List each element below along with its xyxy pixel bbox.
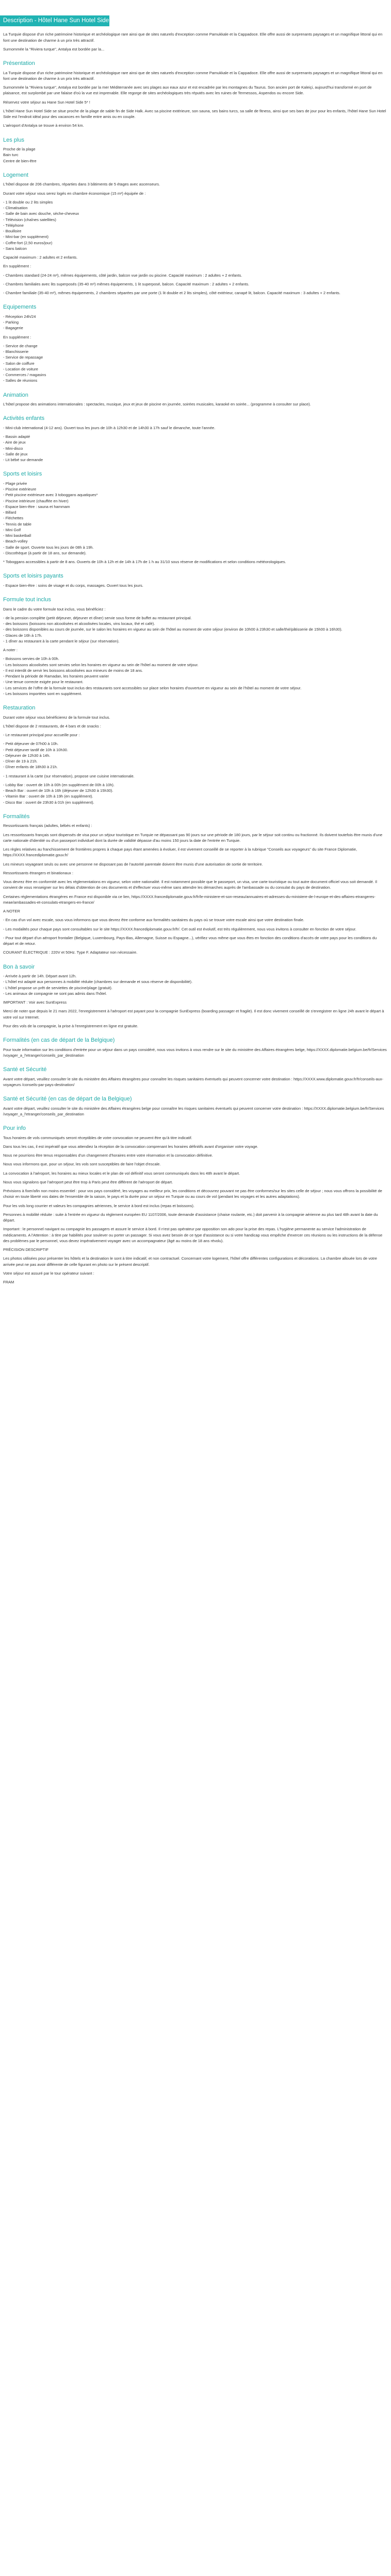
- list-item: - Petit déjeuner de 07h00 à 10h.: [3, 741, 59, 747]
- section-title-plus: Les plus: [3, 137, 24, 143]
- list-item: - Boissons servies de 10h à 00h.: [3, 656, 59, 662]
- paragraph: Ressortissants étrangers et binationaux :: [3, 870, 73, 875]
- paragraph: Avant votre départ, veuillez consulter le site du ministère des Affaires étrangères pour connaître les risques sanitaires éventuels qui peuvent concerner votre destination : https://XXXX.www.diplomatie.gouv.fr/fr/conseils-aux-voyageurs /conseils-par-pays-destination/: [3, 1076, 384, 1087]
- list-item: - Salle de jeux: [3, 451, 28, 456]
- list-item: - Salle de sport. Ouverte tous les jours de 08h à 19h.: [3, 545, 94, 550]
- paragraph: IMPORTANT : Voir avec SunExpress: [3, 1000, 67, 1005]
- description-content: [0, 31, 391, 1285]
- list-item: - Glaces de 16h à 17h.: [3, 633, 42, 638]
- list-item: - Dîner enfants de 18h30 à 21h.: [3, 765, 58, 770]
- list-item: - Les boissons alcoolisées sont servies selon les horaires en vigueur au sein de l'hôtel au moment de votre séjour.: [3, 662, 199, 667]
- paragraph: * Toboggans accessibles à partir de 8 ans. Ouverts de 10h à 12h et de 14h à 17h de 1 h au 31/10 sous réserve de modifications et selon conditions météorologiques.: [3, 560, 286, 564]
- plus-list: [3, 146, 388, 164]
- list-item: - Les boissons importées sont en supplément.: [3, 691, 82, 696]
- paragraph: - Les modalités pour chaque pays sont consultables sur le site https://XXXX.francediplomatie.gouv.fr/fr/. Cet outil est évolutif, est très régulièrement, nous vous invitons à consulter en fonction de votre séjour.: [3, 926, 356, 931]
- paragraph: En supplément :: [3, 264, 31, 269]
- list-item: - Climatisation: [3, 206, 28, 210]
- section-title-enfants: Activités enfants: [3, 415, 45, 422]
- list-item: - Mini-disco: [3, 446, 23, 451]
- list-item: - Bouilloire: [3, 229, 22, 233]
- paragraph: Prévisions à fixer/afin non moins essentiel : pour vos pays considéré, les voyages au meilleur prix, les conditions et découvrez pouvant ne pas être conformes/sur les sites celle de séjour ; nous vous offrons la possibilité de choisir en toute liberté vos dates de l'ensemble de la saison, le pays et la durée pour un séjour en Turquie ou au cours de vol (pendant les voyages et les autres adaptations).: [3, 1189, 382, 1199]
- paragraph: Vous devrez être en conformité avec les réglementations en vigueur, selon votre nationalité. Il est notamment possible que le passeport, un visa, une carte touristique ou tout autre document officiel vous soit demandé. Il convient de vous renseigner sur les délais d'obtention de ces documents et d'effectuer vous-même sans attendre les démarches auprès de l'ambassade ou du consulat du pays de destination.: [3, 879, 377, 890]
- list-item: - Piscine intérieure (chauffée en hiver): [3, 498, 69, 503]
- list-item: - Vitamin Bar : ouvert de 10h à 19h (en supplément).: [3, 794, 93, 799]
- section-title-sports: Sports et loisirs: [3, 471, 42, 478]
- paragraph: - Espace bien-être : soins de visage et du corps, massages. Ouvert tous les jours.: [3, 583, 143, 588]
- list-item: - Plage privée: [3, 481, 27, 486]
- list-item: - Beach Bar : ouvert de 10h à 16h (déjeuner de 12h30 à 15h30).: [3, 788, 113, 793]
- paragraph: L'hôtel Hane Sun Hotel Side se situe proche de la plage de sable fin de Side Halk. Avec sa piscine extérieure, son sauna, ses bains turcs, sa salle de fitness, ainsi que ses bars de jour pour les enfants, l'hôtel Hane Sun Hotel Side est l'endroit idéal pour des vacances en famille entre amis ou en couple.: [3, 108, 386, 119]
- paragraph: Pour les vols long courrier et valeurs les compagnies aériennes, le service à bord est inclus (repas et boissons).: [3, 1203, 195, 1208]
- list-item: - Coffre-fort (2,50 euros/jour): [3, 240, 53, 245]
- list-item: - Service de change: [3, 343, 38, 348]
- list-item: - Blanchisserie: [3, 349, 29, 354]
- intro-paragraph: Surnommée la "Riviera turque", Antalya est bordée par la...: [3, 46, 105, 52]
- list-item: - Billard: [3, 510, 17, 515]
- list-item: - Réception 24h/24: [3, 314, 36, 319]
- section-title-presentation: Présentation: [3, 60, 35, 66]
- paragraph: L'hôtel dispose de 2 restaurants, de 4 bars et de snacks :: [3, 723, 101, 728]
- list-item: - des boissons disponibles au cours de journée, sur le salon les horaires en vigueur au sein de l'hôtel au moment de votre séjour (environ de 10h00 à 23h30 et salle/thé/pâtisserie de 15h00 à 16h30).: [3, 627, 343, 632]
- list-item: - Bagagerie: [3, 326, 23, 331]
- section-title-formalites-belgique: Formalités (en cas de départ de la Belgique): [3, 1037, 115, 1043]
- sports-list: [3, 481, 388, 556]
- paragraph: Pour des vols de la compagnie, la prise à l'enregistrement en ligne est gratuite.: [3, 1023, 138, 1028]
- paragraph: Réservez votre séjour au Hane Sun Hotel Side 5* !: [3, 99, 90, 105]
- list-item: - Aire de jeux: [3, 440, 26, 445]
- list-item: - Une tenue correcte exigée pour le restaurant.: [3, 680, 84, 685]
- list-item: - Disco Bar : ouvert de 23h30 à 01h (en supplément).: [3, 800, 94, 805]
- paragraph: Ressortissants français (adultes, bébés et enfants) :: [3, 823, 92, 828]
- list-item: - Sans balcon: [3, 246, 27, 251]
- paragraph: Dans tous les cas, il est impératif que vous attendiez la réception de la convocation comprenant les horaires définitifs avant d'organiser votre voyage.: [3, 1144, 258, 1149]
- list-item: - 1 lit double ou 2 lits simples: [3, 199, 53, 205]
- paragraph: Capacité maximum : 2 adultes et 2 enfants.: [3, 255, 78, 260]
- paragraph: Merci de noter que depuis le 21 mars 2022, l'enregistrement à l'aéroport est payant pour la compagnie SunExpress (boarding passager et fragile). Il est donc vivement conseillé de s'enregistrer en ligne 24h avant le départ à votre vol sur Internet.: [3, 1009, 384, 1020]
- list-item: - Beach-volley: [3, 539, 28, 544]
- section-title-bon-a-savoir: Bon à savoir: [3, 963, 35, 970]
- page-title-banner: Description - Hôtel Hane Sun Hotel Side *****: [0, 15, 109, 26]
- bars-list: [3, 782, 388, 805]
- section-title-sante: Santé et Sécurité: [3, 1066, 47, 1073]
- formule-list: [3, 615, 388, 644]
- restauration-list: [3, 741, 388, 770]
- equipements-supplement-list: [3, 343, 388, 384]
- list-item: - Téléphone: [3, 223, 24, 228]
- paragraph: Les photos utilisées pour présenter les hôtels et la destination le sont à titre indicatif, et non contractuel. Concernant votre logement, l'hôtel offre différentes configurations et décorations. La chambre allouée lors de votre arrivée peut ne pas avoir différente de celle figurant en photo sur le présent descriptif.: [3, 1256, 377, 1267]
- list-item: - Parking: [3, 320, 19, 325]
- paragraph: Tous horaires de vols communiqués seront réceptibles de votre convocation ne peuvent être qu'à titre indicatif.: [3, 1135, 192, 1140]
- paragraph: - En cas d'un vol avec escale, sous vous informons que vous devrez être conforme aux formalités sanitaires du pays où se trouve votre escale ainsi que votre destination finale.: [3, 918, 304, 923]
- equipements-list: [3, 314, 388, 331]
- paragraph: Surnommée la "Riviera turque", Antalya est bordée par la mer Méditerranée avec ses plages aux eaux azur et est encadrée par les montagnes du Taurus. Son ancien port de Kaleiçi, aujourd'hui transformé en port de plaisance, est surplombé par une falaise d'où la vue est imprenable. Elle regorge de sites archéologiques très réputés avec les ruines de Termessos, Aspendos ou encore Side.: [3, 85, 372, 96]
- list-item: Proche de la plage: [3, 147, 36, 151]
- list-item: - des boissons (boissons non alcoolisées et alcoolisées locales, vins locaux, thé et café).: [3, 621, 155, 626]
- section-title-pour-info: Pour info: [3, 1125, 26, 1131]
- paragraph: - Chambres standard (24-24 m²), mêmes équipements, côté jardin, balcon vue jardin ou piscine. Capacité maximum : 2 adultes + 2 enfants.: [3, 273, 242, 278]
- paragraph: FRAM: [3, 1280, 14, 1284]
- list-item: - Pendant la période de Ramadan, les horaires peuvent varier: [3, 674, 109, 679]
- list-item: - Espace bien-être : sauna et hammam: [3, 504, 70, 509]
- paragraph: Les ressortissants français sont dispensés de visa pour un séjour touristique en Turquie ne dépassant pas 90 jours sur une période de 180 jours, par le séjour soit continu ou fractionné. Ils doivent toutefois être munis d'une carte nationale d'identité ou d'un passeport individuel dont la durée de validité dépasse d'au moins 150 jours la date de l'entrée en Turquie.: [3, 832, 383, 843]
- list-item: - de la pension complète (petit déjeuner, déjeuner et dîner) servie sous forme de buffet au restaurant principal.: [3, 615, 192, 620]
- enfants-list: [3, 434, 388, 463]
- list-item: - Fléchettes: [3, 516, 24, 521]
- paragraph: Dans le cadre du votre formule tout inclus, vous bénéficiez :: [3, 606, 106, 612]
- paragraph: Durant votre séjour vous serez logés en chambre économique (15 m²) équipée de :: [3, 191, 146, 196]
- paragraph: - Mini-club international (4-12 ans). Ouvert tous les jours de 10h à 12h30 et de 14h30 à 17h sauf le dimanche, toute l'année.: [3, 425, 216, 430]
- paragraph: Nous ne pourrions être tenus responsables d'un changement d'horaires entre votre réservation et la convocation définitive.: [3, 1153, 213, 1158]
- paragraph: COURANT ÉLECTRIQUE : 220V et 50Hz. Type F. Adaptateur non nécessaire.: [3, 950, 138, 955]
- intro-paragraph: La Turquie dispose d'un riche patrimoine historique et archéologique rare ainsi que de sites naturels d'exception comme Pamukkale et la Cappadoce. Elle offre aussi de surprenants paysages et un magnifique littoral qui en font une destination de charme à un prix très attractif.: [3, 32, 383, 43]
- paragraph: Votre séjour est assuré par le tour opérateur suivant :: [3, 1270, 94, 1276]
- list-item: - Location de voiture: [3, 366, 38, 371]
- list-item: - Bassin adapté: [3, 434, 30, 439]
- paragraph: L'hôtel dispose de 206 chambres, réparties dans 3 bâtiments de 5 étages avec ascenseurs.: [3, 182, 160, 187]
- paragraph: - Chambre familiale (35-40 m²), mêmes équipements, 2 chambres séparées par une porte (1 lit double et 2 lits simples), côté extérieur, canapé lit, balcon. Capacité maximum : 3 adultes + 2 enfants.: [3, 291, 340, 295]
- section-title-payants: Sports et loisirs payants: [3, 573, 63, 580]
- list-item: - 1 dîner au restaurant à la carte pendant le séjour (sur réservation).: [3, 638, 120, 643]
- paragraph: L'aéroport d'Antalya se trouve à environ 54 km.: [3, 123, 84, 128]
- list-item: - Piscine extérieure: [3, 487, 37, 492]
- section-title-restauration: Restauration: [3, 705, 36, 711]
- paragraph: Important : le personnel navigant ou compagnie les passagers et assure le service à bord. Il n'est pas opérateur par opposition son ado pour la prise des repas. L'hygiène permanente au service l'administration de médicaments. A l'Attention : à titre par habilités pour soulever ou porter un passager. Si vous avez besoin de ce type d'assistance ou si votre handicap vous empêche d'exercer ces réunions ou les instructions de la défense des problèmes par le personnel, vous devez impérativement voyager avec un accompagnateur (âgé au moins de 18 ans révolu).: [3, 1227, 383, 1243]
- paragraph: Certaines réglementations étrangères en France est disponible via ce lien, https://XXXX.francediplomatie.gouv.fr/fr/le-ministere-et-son-reseau/annuaires-et-adresses-du-ministere-de-l-europe-et-des-affaires-etrangeres-meae/ambassades-et-consulats-etrangers-en-france/: [3, 894, 376, 905]
- formule-notes-list: [3, 656, 388, 697]
- list-item: - Petit piscine extérieure avec 3 toboggans aquatiques*: [3, 493, 98, 498]
- paragraph: Les règles relatives au franchissement de frontières propres à chaque pays étant amenées à évoluer, il est vivement conseillé de se reporter à la rubrique "Conseils aux voyageurs" du site France Diplomatie, https://XXXX.francediplomatie.gouv.fr/: [3, 847, 357, 858]
- paragraph: - Chambres familiales avec lits superposés (35-40 m²) mêmes équipements, 1 lit superposé, balcon. Capacité maximum : 2 adultes + 2 enfants.: [3, 281, 250, 286]
- section-title-equipements: Equipements: [3, 304, 37, 311]
- paragraph: Nous vous informons que, pour un séjour, les vols sont susceptibles de faire l'objet d'escale.: [3, 1162, 161, 1167]
- section-title-formule: Formule tout inclus: [3, 597, 51, 603]
- paragraph: La convocation à l'aéroport, les horaires au mieux locales et le plan de vol définitif vous seront communiqués dans les 48h avant le départ.: [3, 1171, 240, 1176]
- paragraph: Avant votre départ, veuillez consulter le site du ministère des Affaires étrangères belge pour connaître les risques sanitaires éventuels qui peuvent concerner votre destination : https://XXXX.diplomatie.belgium.be/fr/Services /voyager_a_l'etranger/conseils_par_destination: [3, 1106, 384, 1116]
- paragraph: PRÉCISION DESCRIPTIF: [3, 1247, 48, 1252]
- list-item: - Service de repassage: [3, 355, 43, 360]
- section-title-animation: Animation: [3, 392, 28, 398]
- paragraph: - 1 restaurant à la carte (sur réservation), propose une cuisine internationale.: [3, 773, 135, 778]
- paragraph: A noter :: [3, 648, 18, 652]
- list-item: - Déjeuner de 12h30 à 14h.: [3, 753, 51, 758]
- paragraph: - Le restaurant principal pour accueille pour :: [3, 733, 80, 737]
- paragraph: En supplément :: [3, 334, 31, 340]
- list-item: - Les services de l'offre de la formule tout inclus des restaurants sont accessibles sur place selon horaires d'ouverture en vigueur au sein de l'hôtel au moment de votre séjour.: [3, 685, 302, 690]
- list-item: - Salle de bain avec douche, sèche-cheveux: [3, 211, 79, 216]
- paragraph: Nous vous signalons que l'aéroport peut être trop à Paris peut être différent de l'aéroport de départ.: [3, 1179, 173, 1184]
- paragraph: A NOTER: [3, 909, 20, 913]
- list-item: - Mini-bar (en supplément): [3, 234, 48, 240]
- list-item: Centre de bien-être: [3, 158, 37, 163]
- list-item: - Petit déjeuner tardif de 10h à 10h30.: [3, 747, 68, 752]
- paragraph: Les mineurs voyageant seuls ou avec une personne ne disposant pas de l'autorité parentale doivent être munis d'une autorisation de sortie de territoire.: [3, 861, 263, 867]
- list-item: - Dîner de 19 à 21h.: [3, 759, 38, 764]
- paragraph: L'hôtel propose des animations internationales : spectacles, musique, jeux et jeux de piscine en journée, soirées musicales, karaoké en soirée... (programme à consulter sur place).: [3, 402, 311, 406]
- list-item: - Arrivée à partir de 14h. Départ avant 12h.: [3, 974, 77, 978]
- paragraph: - Pour tout départ d'un aéroport frontalier (Belgique, Luxembourg, Pays-Bas, Allemagne, Suisse ou Espagne...), vérifiez vous même que vous êtes en fonction des conditions d'accès de votre pays pour les conditions du départ et de retour.: [3, 935, 377, 946]
- list-item: - Commerces / magasins: [3, 372, 46, 377]
- paragraph: Personnes à mobilité réduite : suite à l'entrée en vigueur du règlement européen EU 1107/2006, toute demande d'assistance (chaise roulante, etc.) doit parvenir à la compagnie aérienne au plus tard 48h avant la date du départ.: [3, 1212, 378, 1223]
- list-item: Bain turc: [3, 152, 19, 158]
- paragraph: Durant votre séjour vous bénéficierez de la formule tout inclus.: [3, 715, 110, 720]
- logement-list: [3, 199, 388, 251]
- list-item: - Salon de coiffure: [3, 361, 35, 366]
- list-item: - Télévision (chaînes satellites): [3, 217, 56, 222]
- list-item: - Tennis de table: [3, 521, 31, 527]
- section-title-formalites: Formalités: [3, 813, 30, 820]
- list-item: - Lobby Bar : ouvert de 10h à 00h (en supplément de 00h à 10h).: [3, 782, 115, 787]
- bon-a-savoir-list: [3, 973, 388, 996]
- list-item: - Les animaux de compagnie ne sont pas admis dans l'hôtel.: [3, 991, 107, 996]
- section-title-logement: Logement: [3, 172, 28, 178]
- list-item: - Lit bébé sur demande: [3, 457, 43, 462]
- list-item: - Salles de réunions: [3, 378, 38, 383]
- list-item: - L'hôtel propose un prêt de serviettes de piscine/plage (gratuit).: [3, 985, 112, 990]
- list-item: - L'hôtel est adapté aux personnes à mobilité réduite (chambres sur demande et sous réserve de disponibilité).: [3, 979, 193, 985]
- paragraph: La Turquie dispose d'un riche patrimoine historique et archéologique rare ainsi que de sites naturels d'exception comme Pamukkale et la Cappadoce. Elle offre aussi de surprenants paysages et un magnifique littoral qui en font une destination de charme à un prix très attractif.: [3, 70, 383, 81]
- section-title-sante-belgique: Santé et Sécurité (en cas de départ de la Belgique): [3, 1096, 132, 1102]
- paragraph: Pour toute information sur les conditions d'entrée pour un séjour dans un pays considéré, nous vous invitons à vous rendre sur le site du ministère des Affaires étrangères belge, https://XXXX.diplomatie.belgium.be/fr/Services /voyager_a_l'etranger/conseils_par_destination: [3, 1047, 387, 1058]
- list-item: - Mini Golf: [3, 527, 21, 532]
- list-item: - Il est interdit de servir les boissons alcoolisées aux mineurs de moins de 18 ans.: [3, 668, 143, 673]
- list-item: - Mini basketball: [3, 533, 31, 538]
- list-item: - Discothèque (à partir de 18 ans, sur demande).: [3, 550, 87, 555]
